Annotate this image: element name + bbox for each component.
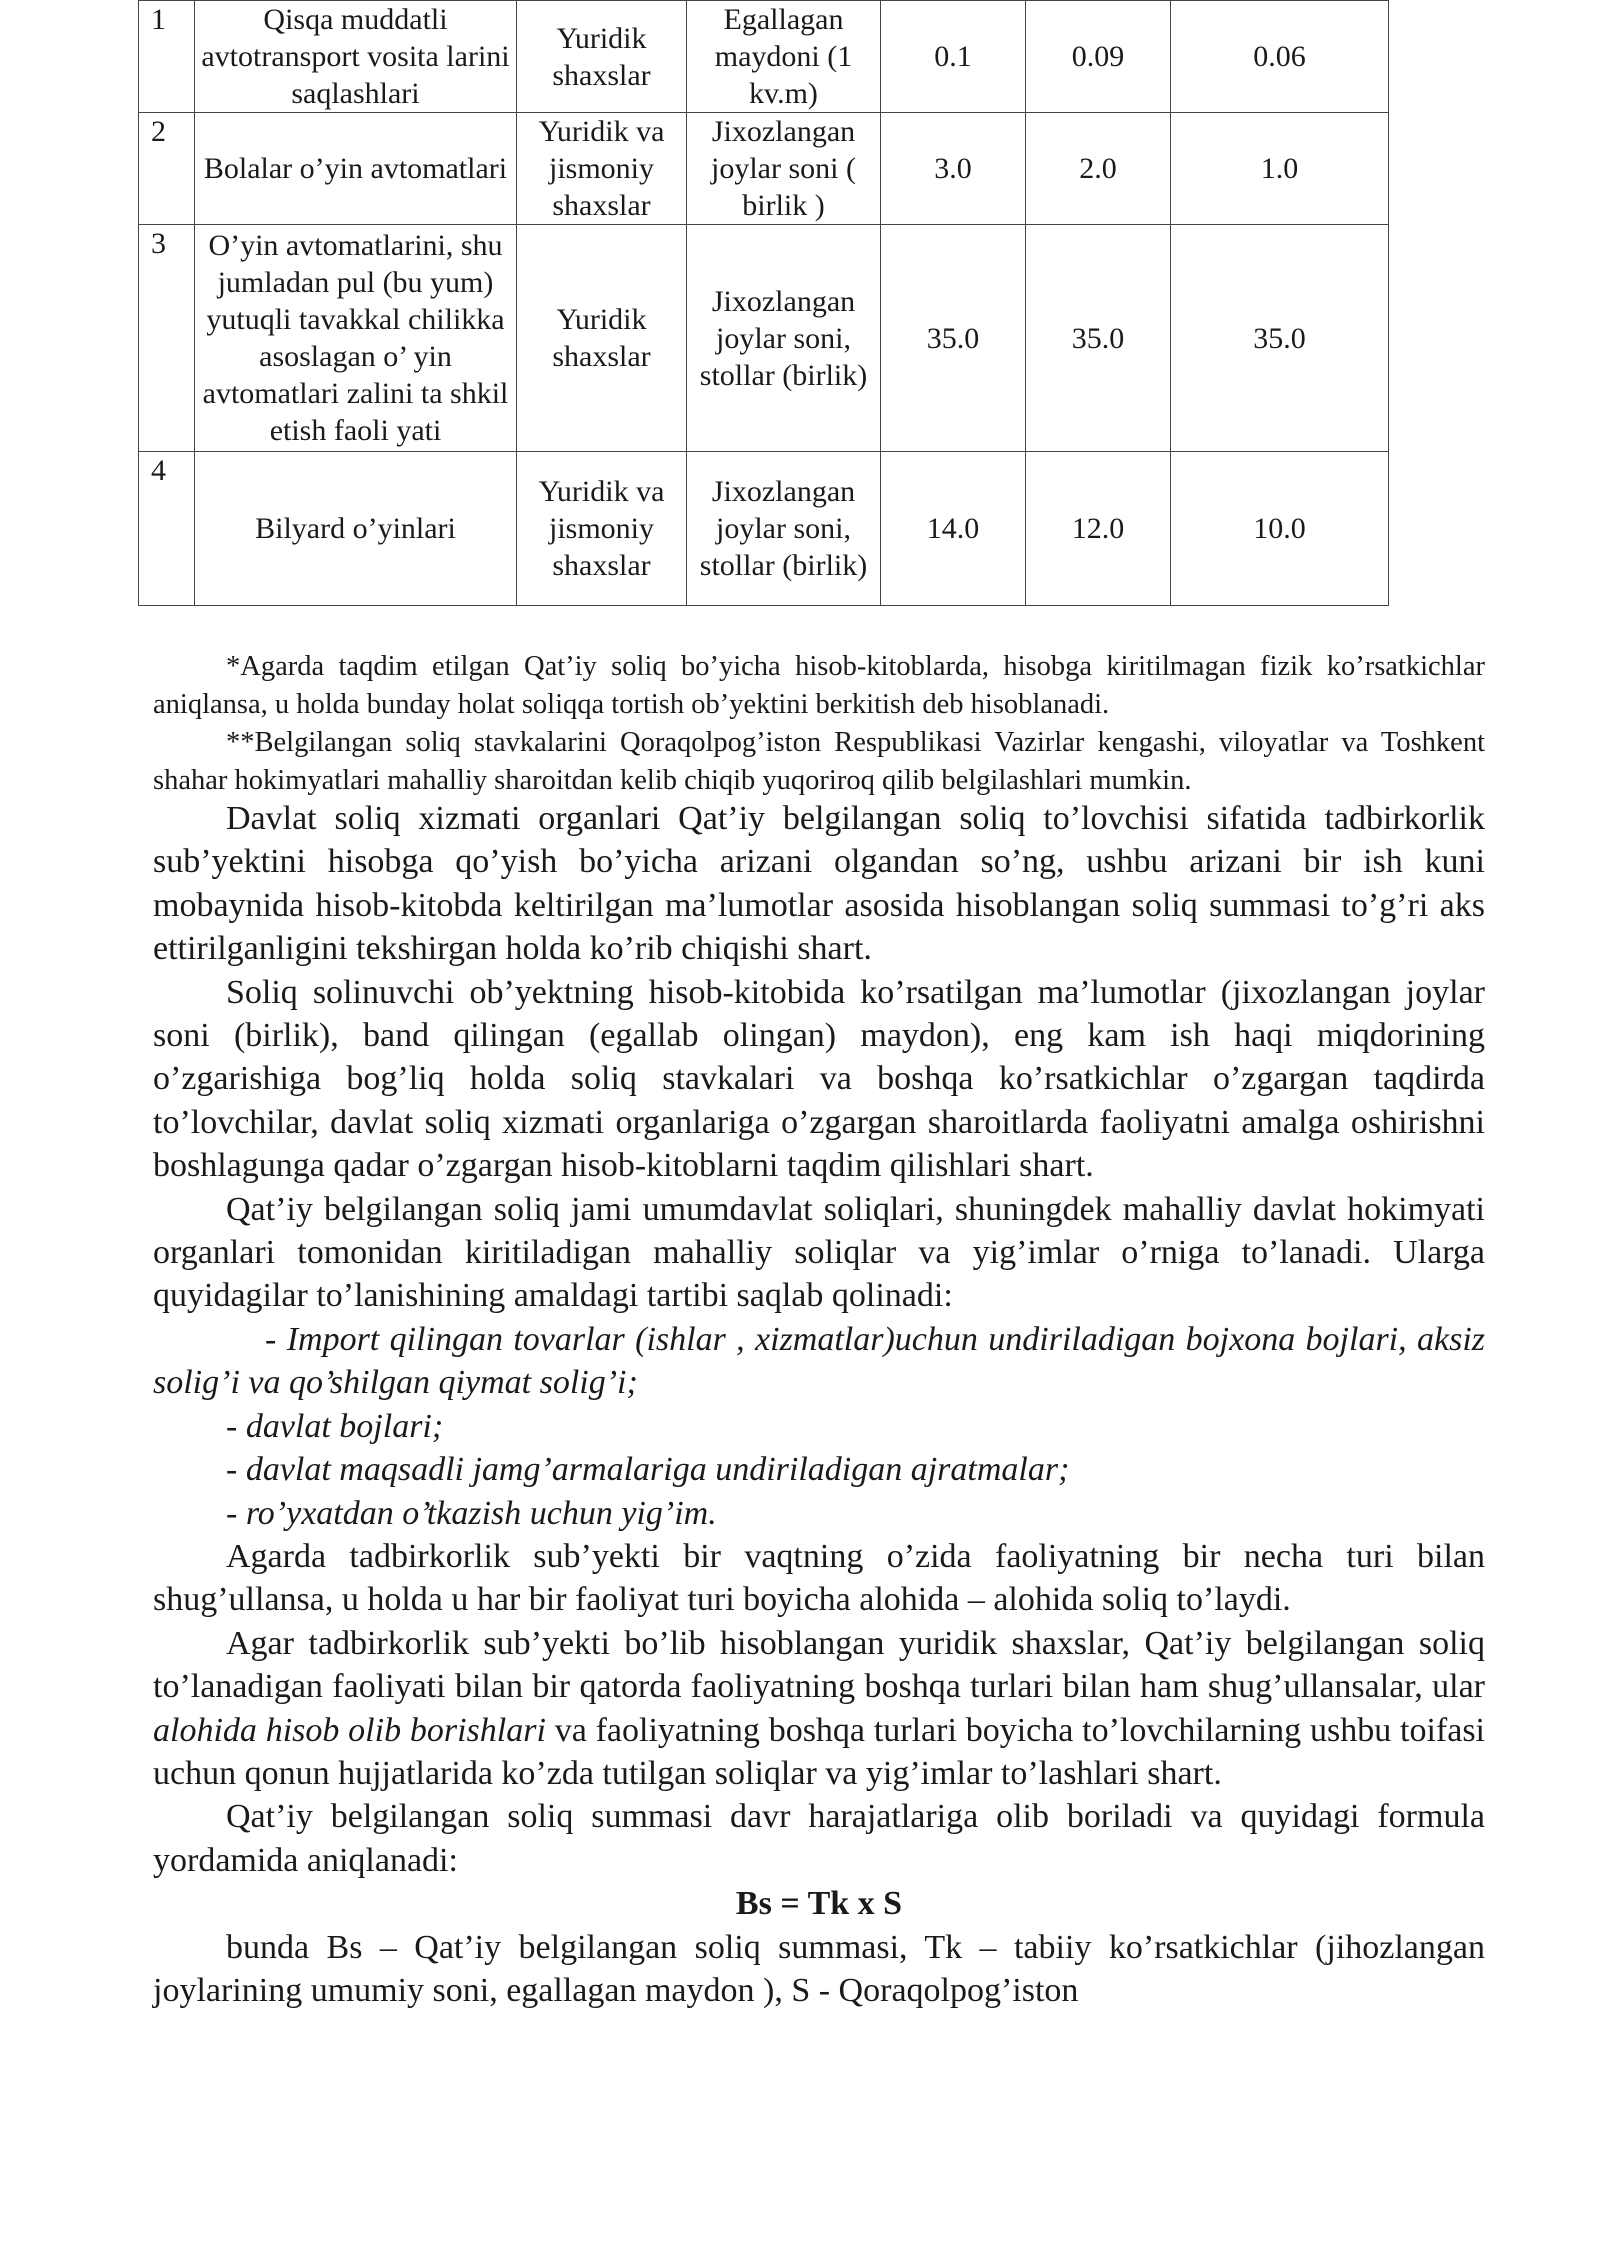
footnote-2: **Belgilangan soliq stavkalarini Qoraqolpog’iston Respublikasi Vazirlar kengashi, viloyatlar va Toshkent shahar hokimyatlari mahalliy sharoitdan kelib chiqib yuqoriroq qilib belgilashlari mumkin. — [153, 727, 1485, 796]
row-number: 4 — [139, 452, 195, 606]
row-number: 2 — [139, 113, 195, 225]
paragraph: Qat’iy belgilangan soliq summasi davr harajatlariga olib boriladi va quyidagi formula yordamida aniqlanadi: — [153, 1798, 1485, 1879]
physical-indicator: Egallagan maydoni (1 kv.m) — [687, 1, 881, 113]
rate-value-2: 2.0 — [1026, 113, 1171, 225]
rate-value-2: 0.09 — [1026, 1, 1171, 113]
footnotes — [153, 648, 1485, 800]
body-text — [153, 797, 1485, 2012]
taxpayer-type: Yuridik va jismoniy shaxslar — [517, 113, 687, 225]
paragraph: Agarda tadbirkorlik sub’yekti bir vaqtning o’zida faoliyatning bir necha turi bilan shug’ullansa, u holda u har bir faoliyat turi boyicha alohida – alohida soliq to’laydi. — [153, 1537, 1485, 1619]
footnote-1: *Agarda taqdim etilgan Qat’iy soliq bo’yicha hisob-kitoblarda, hisobga kiritilmagan fizik ko’rsatkichlar aniqlansa, u holda bunday holat soliqqa tortish ob’yektini berkitish deb hisoblanadi. — [153, 651, 1485, 720]
paragraph: bunda Bs – Qat’iy belgilangan soliq summasi, Tk – tabiiy ko’rsatkichlar (jihozlangan joylarining umumiy soni, egallagan maydon ), S - Qoraqolpog’iston — [153, 1928, 1485, 2009]
paragraph-text: Agar tadbirkorlik sub’yekti bo’lib hisoblangan yuridik shaxslar, Qat’iy belgilangan soliq to’lanadigan faoliyati bilan bir qatorda faoliyatning boshqa turlari bilan ham shug’ullansalar, ular — [153, 1624, 1485, 1706]
taxpayer-type: Yuridik va jismoniy shaxslar — [517, 452, 687, 606]
rate-value-3: 35.0 — [1171, 225, 1389, 452]
activity-name: Bolalar o’yin avtomatlari — [195, 113, 517, 225]
activity-name: Qisqa muddatli avtotransport vosita larini saqlashlari — [195, 1, 517, 113]
list-item: - davlat bojlari; — [226, 1407, 444, 1445]
formula: Bs = Tk x S — [735, 1885, 903, 1923]
table-row — [139, 225, 1389, 452]
row-number: 3 — [139, 225, 195, 452]
rate-value-1: 0.1 — [881, 1, 1026, 113]
row-number: 1 — [139, 1, 195, 113]
paragraph: Davlat soliq xizmati organlari Qat’iy belgilangan soliq to’lovchisi sifatida tadbirkorlik sub’yektini hisobga qo’yish bo’yicha arizani olgandan so’ng, ushbu arizani bir ish kuni mobaynida hisob-kitobda keltirilgan ma’lumotlar asosida hisoblangan soliq summasi to’g’ri aks ettirilganligini tekshirgan holda ko’rib chiqishi shart. — [153, 800, 1485, 968]
rate-value-2: 35.0 — [1026, 225, 1171, 452]
list-item: - davlat maqsadli jamg’armalariga undiriladigan ajratmalar; — [226, 1451, 1070, 1489]
rate-value-2: 12.0 — [1026, 452, 1171, 606]
rate-value-1: 3.0 — [881, 113, 1026, 225]
rate-value-3: 1.0 — [1171, 113, 1389, 225]
taxpayer-type: Yuridik shaxslar — [517, 225, 687, 452]
list-item: - Import qilingan tovarlar (ishlar , xizmatlar)uchun undiriladigan bojxona bojlari, aksiz solig’i va qo’shilgan qiymat solig’i; — [153, 1320, 1485, 1402]
rate-value-3: 10.0 — [1171, 452, 1389, 606]
emphasis-text: alohida hisob olib borishlari — [153, 1711, 546, 1749]
table-row — [139, 1, 1389, 113]
activity-name: Bilyard o’yinlari — [195, 452, 517, 606]
paragraph — [153, 1622, 1485, 1796]
activity-name: O’yin avtomatlarini, shu jumladan pul (bu yum) yutuqli tavakkal chilikka asoslagan o’ yin avtomatlari zalini ta shkil etish faoli yati — [195, 225, 517, 452]
table-row — [139, 452, 1389, 606]
physical-indicator: Jixozlangan joylar soni, stollar (birlik) — [687, 452, 881, 606]
paragraph-text: va faoliyatning boshqa turlari boyicha to’lovchilarning ushbu toifasi uchun qonun hujjatlarida ko’zda tutilgan soliqlar va yig’imlar to’lashlari shart. — [153, 1711, 1486, 1792]
physical-indicator: Jixozlangan joylar soni ( birlik ) — [687, 113, 881, 225]
taxpayer-type: Yuridik shaxslar — [517, 1, 687, 113]
rate-value-1: 35.0 — [881, 225, 1026, 452]
rate-value-1: 14.0 — [881, 452, 1026, 606]
table-row — [139, 113, 1389, 225]
paragraph: Qat’iy belgilangan soliq jami umumdavlat soliqlari, shuningdek mahalliy davlat hokimyati organlari tomonidan kiritiladigan mahalliy soliqlar va yig’imlar o’rniga to’lanadi. Ularga quyidagilar to’lanishining amaldagi tartibi saqlab qolinadi: — [153, 1190, 1485, 1315]
list-item: - ro’yxatdan o’tkazish uchun yig’im. — [226, 1494, 717, 1532]
tax-rates-table — [138, 0, 1389, 606]
physical-indicator: Jixozlangan joylar soni, stollar (birlik) — [687, 225, 881, 452]
paragraph: Soliq solinuvchi ob’yektning hisob-kitobida ko’rsatilgan ma’lumotlar (jixozlangan joylar soni (birlik), band qilingan (egallab olingan) maydon), eng kam ish haqi miqdorining o’zgarishiga bog’liq holda soliq stavkalari va boshqa ko’rsatkichlar o’zgargan taqdirda to’lovchilar, davlat soliq xizmati organlariga o’zgargan sharoitlarda faoliyatni amalga oshirishni boshlagunga qadar o’zgargan hisob-kitoblarni taqdim qilishlari shart. — [153, 973, 1485, 1185]
rate-value-3: 0.06 — [1171, 1, 1389, 113]
